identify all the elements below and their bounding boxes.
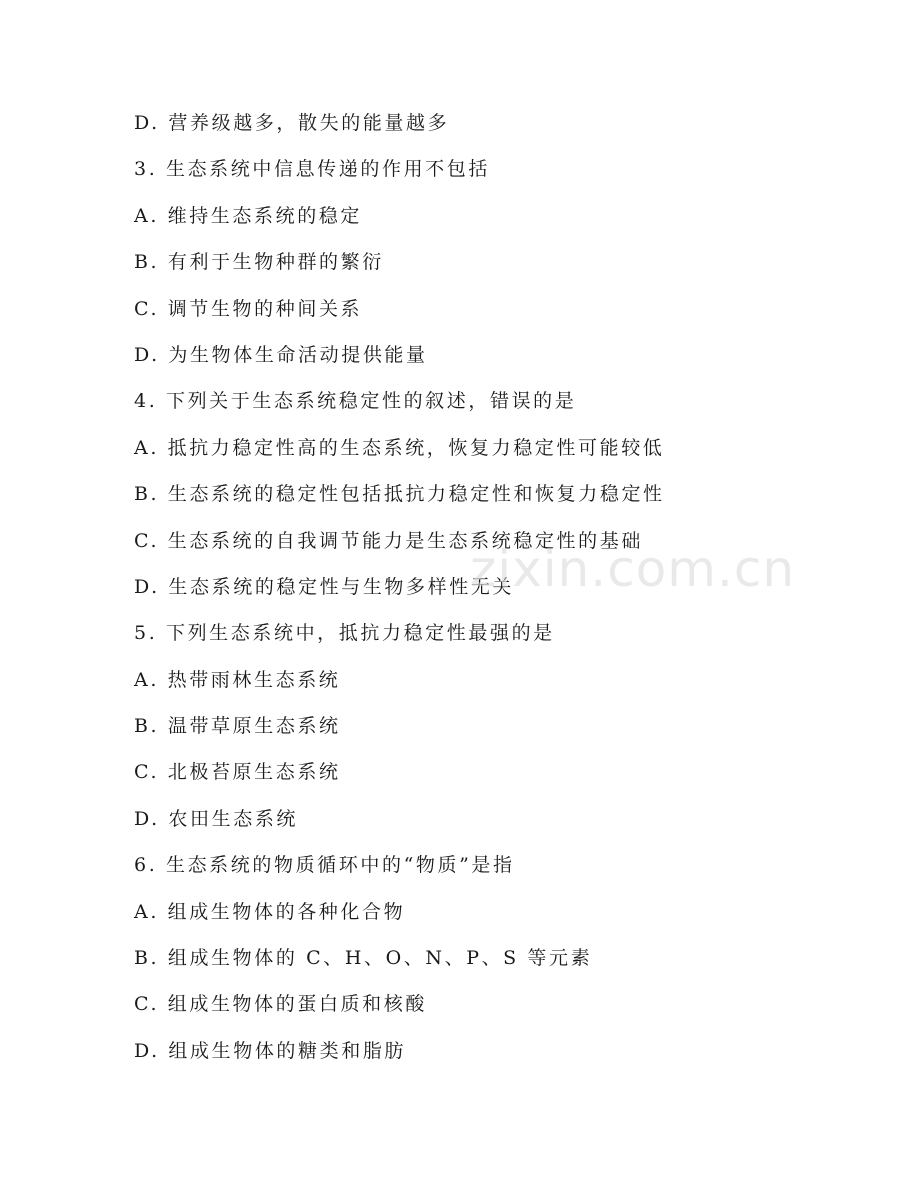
option-line: D. 农田生态系统 (134, 807, 299, 830)
question-stem: 5. 下列生态系统中，抵抗力稳定性最强的是 (134, 622, 555, 645)
option-line: B. 组成生物体的 C、H、O、N、P、S 等元素 (134, 947, 593, 970)
question-stem: 6. 生态系统的物质循环中的“物质”是指 (134, 854, 515, 877)
option-line: B. 温带草原生态系统 (134, 715, 341, 738)
option-line: D. 生态系统的稳定性与生物多样性无关 (134, 575, 515, 598)
option-line: C. 生态系统的自我调节能力是生态系统稳定性的基础 (134, 529, 643, 552)
question-stem: 4. 下列关于生态系统稳定性的叙述，错误的是 (134, 390, 577, 413)
option-line: A. 组成生物体的各种化合物 (134, 900, 406, 923)
option-line: B. 生态系统的稳定性包括抵抗力稳定性和恢复力稳定性 (134, 483, 665, 506)
option-line: C. 北极苔原生态系统 (134, 761, 341, 784)
option-line: A. 维持生态系统的稳定 (134, 204, 363, 227)
option-line: C. 调节生物的种间关系 (134, 297, 363, 320)
watermark: zixin.com.cn (470, 540, 796, 598)
question-stem: 3. 生态系统中信息传递的作用不包括 (134, 158, 490, 181)
option-line: C. 组成生物体的蛋白质和核酸 (134, 993, 427, 1016)
option-line: A. 热带雨林生态系统 (134, 668, 341, 691)
option-line: D. 营养级越多，散失的能量越多 (134, 112, 450, 134)
option-line: D. 组成生物体的糖类和脂肪 (134, 1039, 407, 1062)
option-line: D. 为生物体生命活动提供能量 (134, 343, 428, 366)
option-line: B. 有利于生物种群的繁衍 (134, 251, 384, 274)
option-line: A. 抵抗力稳定性高的生态系统，恢复力稳定性可能较低 (134, 436, 665, 459)
